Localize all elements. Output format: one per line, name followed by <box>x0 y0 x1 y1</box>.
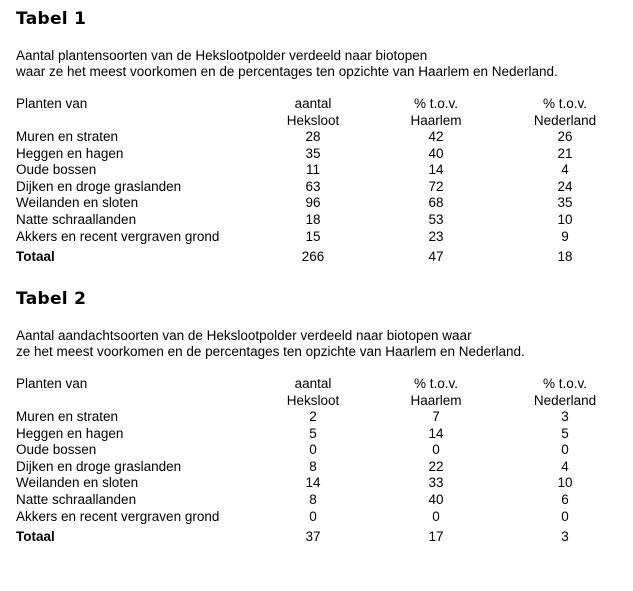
header-line: Haarlem <box>410 392 462 408</box>
cell-aantal: 28 <box>305 129 321 144</box>
total-pct-haarlem: 47 <box>428 249 444 265</box>
row-name: Oude bossen <box>16 442 97 458</box>
total-aantal: 266 <box>301 249 325 265</box>
header-line: Heksloot <box>286 112 340 128</box>
row-name: Heggen en hagen <box>16 145 124 161</box>
header-pct-haarlem <box>401 96 471 129</box>
total-label: Totaal <box>16 529 55 545</box>
cell-pct-haarlem: 68 <box>428 195 444 211</box>
table-row <box>16 426 616 443</box>
total-pct-nederland: 18 <box>557 249 573 265</box>
tabel-2-title: Tabel 2 <box>16 289 87 309</box>
row-name: Akkers en recent vergraven grond <box>16 508 220 524</box>
cell-aantal: 11 <box>305 162 320 178</box>
table-row <box>16 195 616 212</box>
tabel-1-caption-line-2: waar ze het meest voorkomen en de percentages ten opzichte van Haarlem en Nederland. <box>16 64 558 79</box>
header-planten-van: Planten van <box>16 96 88 111</box>
table-row <box>16 442 616 459</box>
tabel-1-title: Tabel 1 <box>16 9 87 29</box>
table-row <box>16 475 616 492</box>
row-name: Natte schraallanden <box>16 491 137 507</box>
tabel-1-section <box>16 8 616 266</box>
header-line: aantal <box>294 96 332 111</box>
tabel-2-caption <box>16 328 616 360</box>
cell-pct-haarlem: 72 <box>428 178 444 194</box>
header-line: % t.o.v. <box>413 376 458 391</box>
cell-pct-haarlem: 23 <box>428 228 444 244</box>
header-aantal-heksloot <box>278 96 348 129</box>
cell-pct-nederland: 3 <box>561 409 569 424</box>
cell-aantal: 5 <box>309 425 317 441</box>
row-name: Dijken en droge graslanden <box>16 178 182 194</box>
total-pct-nederland: 3 <box>561 529 569 545</box>
header-planten-van: Planten van <box>16 376 88 391</box>
table-row <box>16 459 616 476</box>
table-row <box>16 509 616 526</box>
cell-aantal: 8 <box>309 491 317 507</box>
row-name: Natte schraallanden <box>16 211 137 227</box>
cell-pct-haarlem: 22 <box>428 458 444 474</box>
cell-pct-haarlem: 33 <box>428 475 444 491</box>
cell-pct-nederland: 5 <box>561 425 569 441</box>
cell-pct-haarlem: 40 <box>428 491 444 507</box>
header-line: Haarlem <box>410 112 462 128</box>
tabel-1-caption-line-1: Aantal plantensoorten van de Hekslootpolder verdeeld naar biotopen <box>16 48 428 63</box>
cell-pct-nederland: 10 <box>557 475 573 491</box>
total-pct-haarlem: 17 <box>428 529 444 545</box>
cell-pct-nederland: 21 <box>557 145 573 161</box>
total-label: Totaal <box>16 249 55 265</box>
header-line: Nederland <box>533 392 597 408</box>
cell-pct-haarlem: 0 <box>432 442 440 458</box>
cell-pct-haarlem: 40 <box>428 145 444 161</box>
row-name: Dijken en droge graslanden <box>16 458 182 474</box>
table-header-row <box>16 96 616 129</box>
cell-pct-nederland: 4 <box>561 458 569 474</box>
cell-pct-haarlem: 0 <box>432 508 440 524</box>
table-row <box>16 492 616 509</box>
header-line: Heksloot <box>286 392 340 408</box>
cell-pct-haarlem: 42 <box>428 129 444 144</box>
table-row <box>16 229 616 246</box>
table-row <box>16 212 616 229</box>
header-line: % t.o.v. <box>542 96 587 111</box>
cell-aantal: 35 <box>305 145 321 161</box>
cell-aantal: 0 <box>309 508 317 524</box>
row-name: Akkers en recent vergraven grond <box>16 228 220 244</box>
table-row <box>16 179 616 196</box>
cell-aantal: 96 <box>305 195 321 211</box>
cell-pct-haarlem: 14 <box>428 425 444 441</box>
header-line: Nederland <box>533 112 597 128</box>
cell-pct-nederland: 0 <box>561 508 569 524</box>
cell-aantal: 15 <box>305 228 321 244</box>
tabel-1-table <box>16 96 616 266</box>
cell-pct-nederland: 0 <box>561 442 569 458</box>
cell-pct-haarlem: 14 <box>428 162 444 178</box>
tabel-1-caption <box>16 48 616 80</box>
cell-aantal: 8 <box>309 458 317 474</box>
cell-pct-haarlem: 53 <box>428 211 444 227</box>
tabel-2-section <box>16 288 616 546</box>
cell-pct-nederland: 6 <box>561 491 569 507</box>
row-name: Weilanden en sloten <box>16 195 139 211</box>
cell-aantal: 2 <box>309 409 317 424</box>
row-name: Oude bossen <box>16 162 97 178</box>
tabel-2-table <box>16 376 616 546</box>
cell-aantal: 0 <box>309 442 317 458</box>
cell-aantal: 18 <box>305 211 321 227</box>
row-name: Muren en straten <box>16 409 119 424</box>
table-row <box>16 129 616 146</box>
header-pct-haarlem <box>401 376 471 409</box>
header-line: aantal <box>294 376 332 391</box>
cell-pct-nederland: 35 <box>557 195 573 211</box>
cell-pct-nederland: 9 <box>561 228 569 244</box>
header-line: % t.o.v. <box>413 96 458 111</box>
table-row <box>16 162 616 179</box>
tabel-2-caption-line-2: ze het meest voorkomen en de percentages ten opzichte van Haarlem en Nederland. <box>16 344 525 359</box>
table-total-row <box>16 249 616 266</box>
cell-aantal: 63 <box>305 178 321 194</box>
table-total-row <box>16 529 616 546</box>
table-row <box>16 409 616 426</box>
header-pct-nederland <box>528 96 602 129</box>
cell-aantal: 14 <box>305 475 321 491</box>
header-aantal-heksloot <box>278 376 348 409</box>
header-line: % t.o.v. <box>542 376 587 391</box>
cell-pct-nederland: 4 <box>561 162 569 178</box>
table-row <box>16 146 616 163</box>
cell-pct-nederland: 24 <box>557 178 573 194</box>
header-pct-nederland <box>528 376 602 409</box>
cell-pct-nederland: 10 <box>557 211 573 227</box>
row-name: Heggen en hagen <box>16 425 124 441</box>
cell-pct-haarlem: 7 <box>432 409 440 424</box>
total-aantal: 37 <box>305 529 321 545</box>
cell-pct-nederland: 26 <box>557 129 573 144</box>
row-name: Muren en straten <box>16 129 119 144</box>
tabel-2-caption-line-1: Aantal aandachtsoorten van de Hekslootpolder verdeeld naar biotopen waar <box>16 328 472 343</box>
table-header-row <box>16 376 616 409</box>
row-name: Weilanden en sloten <box>16 475 139 491</box>
